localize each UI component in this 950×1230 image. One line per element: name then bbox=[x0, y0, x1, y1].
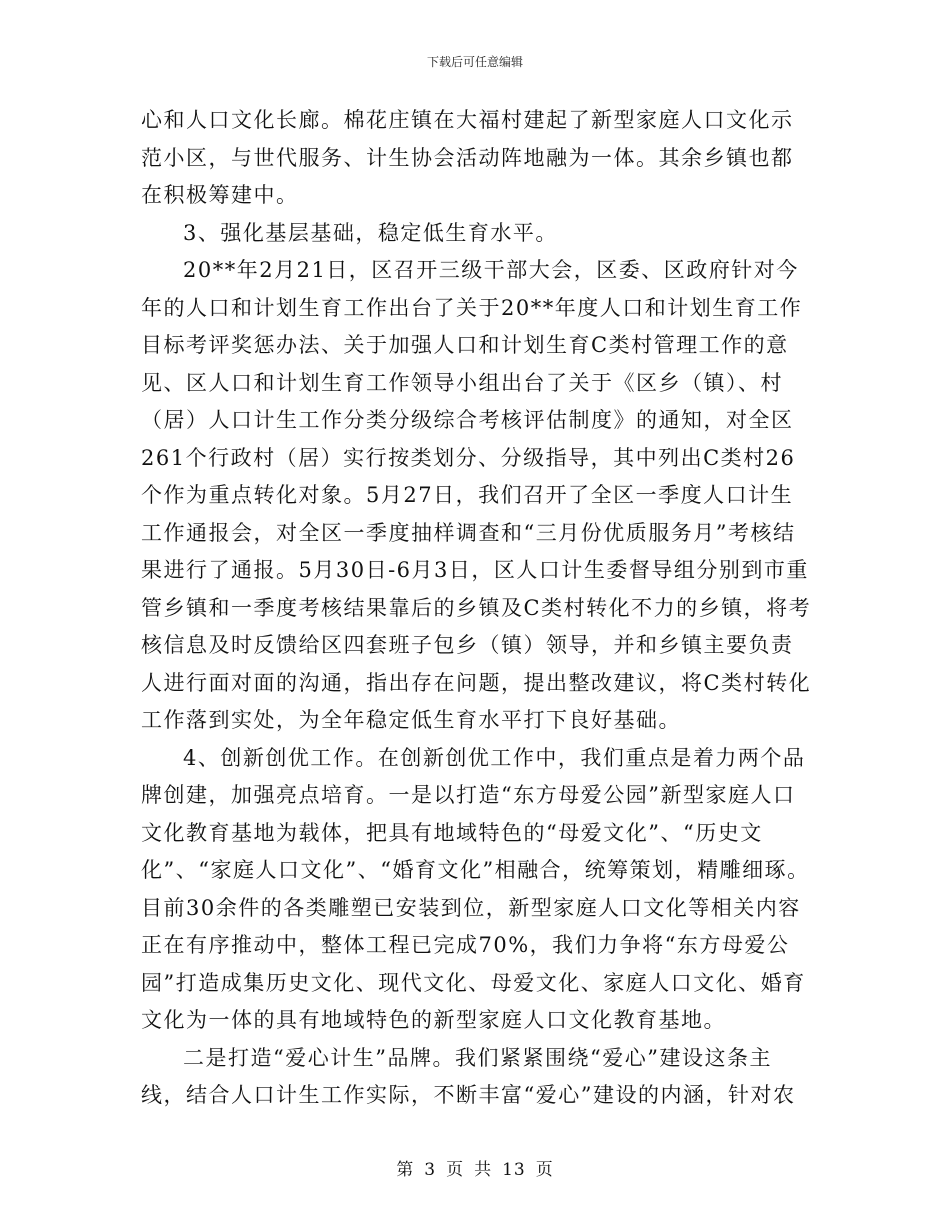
page-header-note: 下载后可任意编辑 bbox=[426, 55, 523, 69]
footer-word-ye2: 页 bbox=[535, 1160, 554, 1180]
current-page-number: 3 bbox=[424, 1160, 437, 1180]
section-heading: 3、强化基层基础，稳定低生育水平。 bbox=[183, 220, 558, 245]
document-body bbox=[141, 102, 813, 1115]
footer-word-ye: 页 bbox=[446, 1160, 465, 1180]
total-page-count: 13 bbox=[502, 1160, 526, 1180]
paragraph: 20**年2月21日，区召开三级干部大会，区委、区政府针对今年的人口和计划生育工作出台了关于20**年度人口和计划生育工作目标考评奖惩办法、关于加强人口和计划生育C类村管理工作的意见、区人口和计划生育工作领导小组出台了关于《区乡（镇）、村（居）人口计生工作分类分级综合考核评估制度》的通知，对全区261个行政村（居）实行按类划分、分级指导，其中列出C类村26个作为重点转化对象。5月27日，我们召开了全区一季度人口计生工作通报会，对全区一季度抽样调查和“三月份优质服务月”考核结果进行了通报。5月30日-6月3日，区人口计生委督导组分别到市重管乡镇和一季度考核结果靠后的乡镇及C类村转化不力的乡镇，将考核信息及时反馈给区四套班子包乡（镇）领导，并和乡镇主要负责人进行面对面的沟通，指出存在问题，提出整改建议，将C类村转化工作落到实处，为全年稳定低生育水平打下良好基础。 bbox=[141, 258, 812, 732]
footer-word-di: 第 bbox=[396, 1160, 415, 1180]
paragraph: 心和人口文化长廊。棉花庄镇在大福村建起了新型家庭人口文化示范小区，与世代服务、计生协会活动阵地融为一体。其余乡镇也都在积极筹建中。 bbox=[141, 108, 794, 207]
footer-word-gong: 共 bbox=[474, 1160, 493, 1180]
paragraph: 4、创新创优工作。在创新创优工作中，我们重点是着力两个品牌创建，加强亮点培育。一是以打造“东方母爱公园”新型家庭人口文化教育基地为载体，把具有地域特色的“母爱文化”、“历史文化”、“家庭人口文化”、“婚育文化”相融合，统筹策划，精雕细琢。目前30余件的各类雕塑已安装到位，新型家庭人口文化等相关内容正在有序推动中，整体工程已完成70%，我们力争将“东方母爱公园”打造成集历史文化、现代文化、母爱文化、家庭人口文化、婚育文化为一体的具有地域特色的新型家庭人口文化教育基地。 bbox=[141, 745, 810, 1032]
page-number-footer bbox=[0, 1155, 950, 1180]
paragraph: 二是打造“爱心计生”品牌。我们紧紧围绕“爱心”建设这条主线，结合人口计生工作实际，不断丰富“爱心”建设的内涵，针对农 bbox=[141, 1045, 796, 1107]
